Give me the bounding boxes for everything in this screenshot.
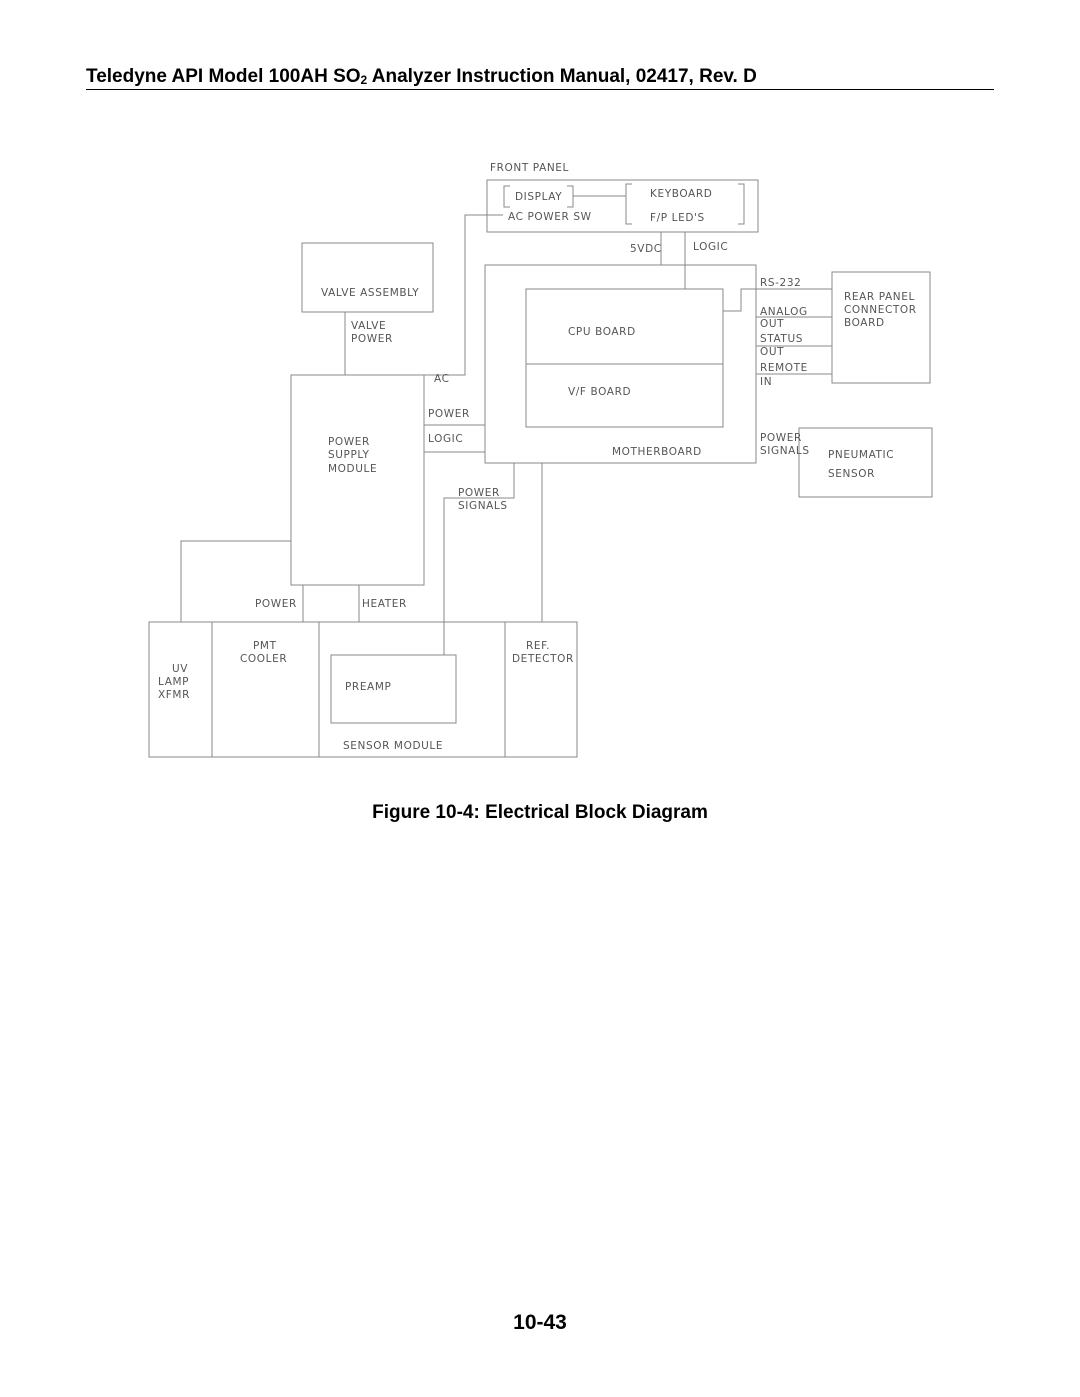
status-label-1: STATUS bbox=[760, 333, 803, 345]
front-panel-box bbox=[487, 180, 758, 232]
display-bracket-right bbox=[567, 186, 573, 207]
remote-label-2: IN bbox=[760, 376, 773, 388]
display-label: DISPLAY bbox=[515, 191, 563, 203]
ps-signals-label: SIGNALS bbox=[760, 445, 810, 457]
pmt-label-1: PMT bbox=[253, 640, 277, 652]
rear-panel-label-1: REAR PANEL bbox=[844, 291, 915, 303]
pneumatic-label-2: SENSOR bbox=[828, 468, 875, 480]
display-bracket-left bbox=[504, 186, 510, 207]
psm-label-3: MODULE bbox=[328, 463, 378, 475]
cpu-board-label: CPU BOARD bbox=[568, 326, 636, 338]
ac-power-line bbox=[424, 215, 503, 375]
keyboard-bracket-right bbox=[738, 184, 744, 224]
keyboard-label: KEYBOARD bbox=[650, 188, 713, 200]
psm-label-2: SUPPLY bbox=[328, 449, 370, 461]
rear-panel-label-3: BOARD bbox=[844, 317, 885, 329]
front-panel-label: FRONT PANEL bbox=[490, 162, 569, 174]
power-signals-label-1: POWER bbox=[458, 487, 500, 499]
keyboard-bracket-left bbox=[626, 184, 632, 224]
fp-leds-label: F/P LED'S bbox=[650, 212, 705, 224]
rs232-label: RS-232 bbox=[760, 277, 802, 289]
power-signals-label-2: SIGNALS bbox=[458, 500, 508, 512]
ac-label: AC bbox=[434, 373, 450, 385]
valve-assembly-box bbox=[302, 243, 433, 312]
motherboard-label: MOTHERBOARD bbox=[612, 446, 702, 458]
heater-label: HEATER bbox=[362, 598, 407, 610]
uv-label-1: UV bbox=[172, 663, 189, 675]
valve-power-label-1: VALVE bbox=[351, 320, 387, 332]
vf-board-label: V/F BOARD bbox=[568, 386, 632, 398]
ref-label-2: DETECTOR bbox=[512, 653, 574, 665]
ac-power-sw-label: AC POWER SW bbox=[508, 211, 592, 223]
valve-assembly-label: VALVE ASSEMBLY bbox=[321, 287, 420, 299]
preamp-label: PREAMP bbox=[345, 681, 392, 693]
logic-mid-label: LOGIC bbox=[428, 433, 464, 445]
power-supply-module-box bbox=[291, 375, 424, 585]
header-title-subscript: 2 bbox=[360, 73, 368, 87]
header-title-suffix: Analyzer Instruction Manual, 02417, Rev. D bbox=[367, 66, 757, 87]
cpu-vf-board-box bbox=[526, 289, 723, 427]
power-bottom-label: POWER bbox=[255, 598, 297, 610]
uv-label-3: XFMR bbox=[158, 689, 190, 701]
pneumatic-label-1: PNEUMATIC bbox=[828, 449, 895, 461]
uv-label-2: LAMP bbox=[158, 676, 190, 688]
header-title-prefix: Teledyne API Model 100AH SO bbox=[86, 66, 361, 87]
power-mid-label: POWER bbox=[428, 408, 470, 420]
sensor-module-label: SENSOR MODULE bbox=[343, 740, 444, 752]
valve-power-label-2: POWER bbox=[351, 333, 393, 345]
psm-label-1: POWER bbox=[328, 436, 370, 448]
pneumatic-sensor-box bbox=[799, 428, 932, 497]
pmt-label-2: COOLER bbox=[240, 653, 288, 665]
rear-panel-label-2: CONNECTOR bbox=[844, 304, 917, 316]
remote-label-1: REMOTE bbox=[760, 362, 808, 374]
analog-label-1: ANALOG bbox=[760, 306, 808, 318]
ps-power-label: POWER bbox=[760, 432, 802, 444]
5vdc-label: 5VDC bbox=[630, 243, 662, 255]
analog-label-2: OUT bbox=[760, 318, 785, 330]
logic-top-label: LOGIC bbox=[693, 241, 729, 253]
page-number: 10-43 bbox=[513, 1311, 567, 1334]
figure-caption: Figure 10-4: Electrical Block Diagram bbox=[372, 802, 708, 823]
status-label-2: OUT bbox=[760, 346, 785, 358]
ref-label-1: REF. bbox=[526, 640, 551, 652]
